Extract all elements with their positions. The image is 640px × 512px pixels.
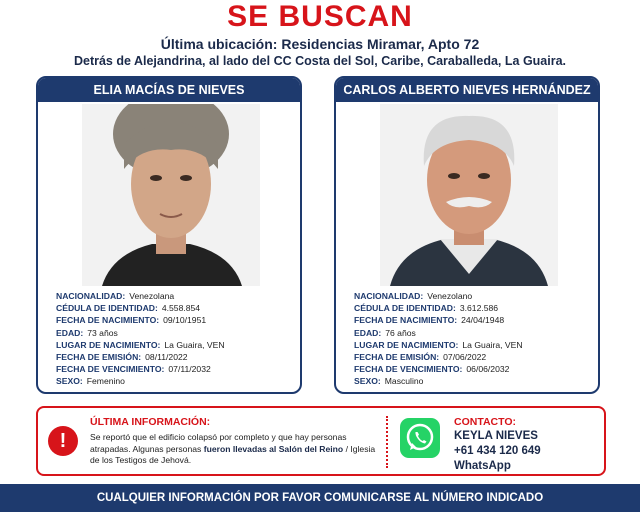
info-row-issue-date: FECHA DE EMISIÓN: 07/06/2022	[354, 352, 487, 363]
last-location-line: Última ubicación: Residencias Miramar, Apto 72	[160, 36, 480, 52]
info-row-expiry-date: FECHA DE VENCIMIENTO: 07/11/2032	[56, 364, 211, 375]
info-row-age: EDAD: 76 años	[354, 327, 416, 338]
location-details-line: Detrás de Alejandrina, al lado del CC Costa del Sol, Caribe, Caraballeda, La Guaira.	[73, 54, 567, 68]
info-row-nationality: NACIONALIDAD: Venezolano	[354, 291, 473, 301]
person-info-carlos	[354, 290, 592, 388]
info-row-expiry-date: FECHA DE VENCIMIENTO: 06/06/2032	[354, 364, 510, 375]
person-photo-elia	[82, 104, 260, 286]
info-row-id: CÉDULA DE IDENTIDAD: 4.558.854	[56, 303, 201, 314]
info-row-nationality: NACIONALIDAD: Venezolana	[56, 291, 175, 301]
dotted-divider	[386, 416, 388, 468]
person-photo-carlos	[380, 104, 558, 286]
update-box	[36, 406, 606, 476]
info-row-birthplace: LUGAR DE NACIMIENTO: La Guaira, VEN	[56, 339, 225, 350]
footer-banner: CUALQUIER INFORMACIÓN POR FAVOR COMUNICARSE AL NÚMERO INDICADO	[0, 484, 640, 512]
person-card-carlos	[334, 76, 600, 394]
info-row-sex: SEXO: Masculino	[354, 376, 424, 387]
update-title: ÚLTIMA INFORMACIÓN:	[90, 416, 211, 428]
person-name-header: CARLOS ALBERTO NIEVES HERNÁNDEZ	[336, 78, 598, 102]
page-title: SE BUSCAN	[227, 0, 413, 33]
info-row-issue-date: FECHA DE EMISIÓN: 08/11/2022	[56, 352, 188, 363]
info-row-birthdate: FECHA DE NACIMIENTO: 24/04/1948	[354, 315, 505, 326]
info-row-id: CÉDULA DE IDENTIDAD: 3.612.586	[354, 303, 499, 314]
update-text: Se reportó que el edificio colapsó por completo y que hay personas atrapadas. Algunas personas fueron llevadas al Salón del Reino / Iglesia de los Testigos de Jehová.	[90, 432, 376, 465]
contact-title: CONTACTO:	[454, 416, 517, 428]
contact-app: WhatsApp	[454, 460, 511, 472]
contact-phone: +61 434 120 649	[454, 445, 541, 457]
info-row-sex: SEXO: Femenino	[56, 376, 125, 387]
whatsapp-icon	[400, 418, 440, 458]
exclamation-icon: !	[48, 426, 78, 456]
person-card-elia	[36, 76, 302, 394]
contact-name: KEYLA NIEVES	[454, 430, 538, 442]
info-row-age: EDAD: 73 años	[56, 327, 118, 338]
person-name-header: ELIA MACÍAS DE NIEVES	[38, 78, 300, 102]
info-row-birthplace: LUGAR DE NACIMIENTO: La Guaira, VEN	[354, 339, 523, 350]
person-info-elia	[56, 290, 294, 388]
info-row-birthdate: FECHA DE NACIMIENTO: 09/10/1951	[56, 315, 207, 326]
